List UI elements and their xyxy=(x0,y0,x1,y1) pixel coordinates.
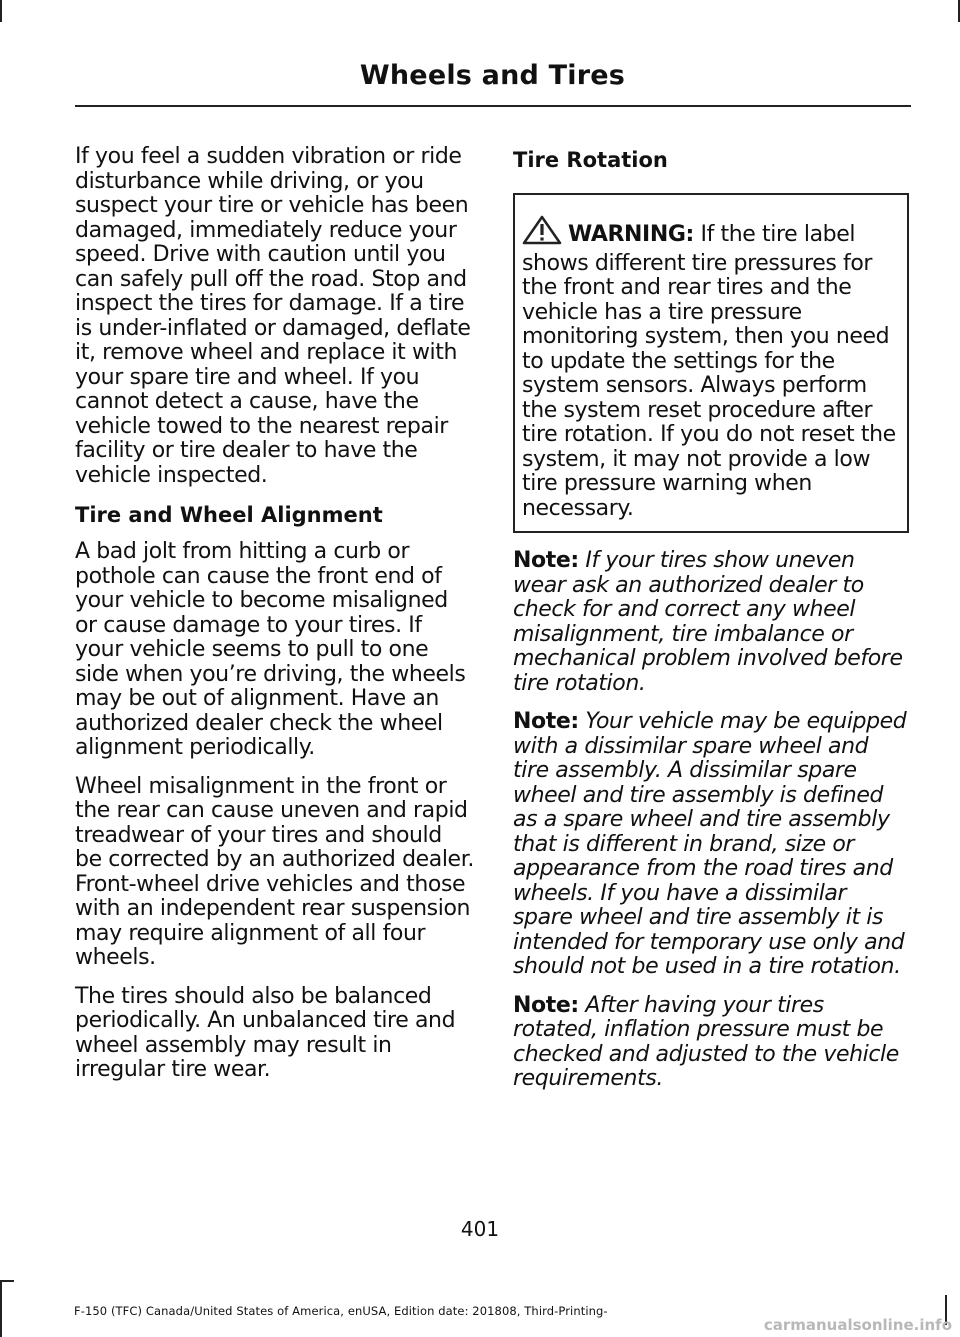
alignment-paragraph-2: Wheel misalignment in the front or the rear can cause uneven and rapid treadwear of your tires and should be corrected by an authorized dealer. Front-wheel drive vehicles and those with an independent rear suspension may require alignment of all four wheels. xyxy=(75,773,474,970)
watermark: carmanualsonline.info xyxy=(763,1316,952,1334)
edition-footer: F-150 (TFC) Canada/United States of America, enUSA, Edition date: 201808, Third-Printing- xyxy=(74,1304,608,1318)
note-label: Note: xyxy=(513,548,579,573)
left-column xyxy=(75,145,475,1097)
warning-label: WARNING: xyxy=(568,222,694,247)
warning-text: If the tire label shows different tire pressures for the front and rear tires and the vehicle has a tire pressure monitoring system, then you need to update the settings for the system sensors. Always perform the system reset procedure after tire rotation. If you do not reset the system, it may not provide a low tire pressure warning when necessary. xyxy=(522,222,896,521)
note-3 xyxy=(513,994,909,1092)
crop-mark-top-left xyxy=(0,0,2,22)
note-1 xyxy=(513,549,909,696)
warning-triangle-icon xyxy=(522,215,562,252)
alignment-paragraph-1: A bad jolt from hitting a curb or pothole can cause the front end of your vehicle to become misaligned or cause damage to your tires. If your vehicle seems to pull to one side when you’re driving, the wheels may be out of alignment. Have an authorized dealer check the wheel alignment periodically. xyxy=(75,539,466,760)
alignment-paragraph-3: The tires should also be balanced periodically. An unbalanced tire and wheel assembly may result in irregular tire wear. xyxy=(75,983,456,1082)
intro-paragraph: If you feel a sudden vibration or ride disturbance while driving, or you suspect your tire or vehicle has been damaged, immediately reduce your speed. Drive with caution until you can safely pull off the road. Stop and inspect the tires for damage. If a tire is under-inflated or damaged, deflate it, remove wheel and replace it with your spare tire and wheel. If you cannot detect a cause, have the vehicle towed to the nearest repair facility or tire dealer to have the vehicle inspected. xyxy=(75,144,471,488)
note-label: Note: xyxy=(513,709,579,734)
note-text: If your tires show uneven wear ask an authorized dealer to check for and correct any wheel misalignment, tire imbalance or mechanical problem involved before tire rotation. xyxy=(513,548,903,696)
crop-mark-bottom-left-h xyxy=(0,1280,14,1282)
warning-box xyxy=(513,193,909,533)
note-text: Your vehicle may be equipped with a dissimilar spare wheel and tire assembly. A dissimilar spare wheel and tire assembly is defined as a spare wheel and tire assembly that is different in brand, size or appearance from the road tires and wheels. If you have a dissimilar spare wheel and tire assembly it is intended for temporary use only and should not be used in a tire rotation. xyxy=(513,709,907,979)
rotation-heading: Tire Rotation xyxy=(513,148,668,172)
note-label: Note: xyxy=(513,992,579,1018)
page-section-title: Wheels and Tires xyxy=(359,60,625,91)
header-divider xyxy=(75,105,911,107)
page-number: 401 xyxy=(460,1217,500,1241)
right-column xyxy=(513,145,909,1106)
note-2 xyxy=(513,710,909,980)
crop-mark-bottom-left xyxy=(0,1280,2,1337)
alignment-heading: Tire and Wheel Alignment xyxy=(75,503,383,527)
note-text: After having your tires rotated, inflation pressure must be checked and adjusted to the vehicle requirements. xyxy=(513,992,899,1091)
